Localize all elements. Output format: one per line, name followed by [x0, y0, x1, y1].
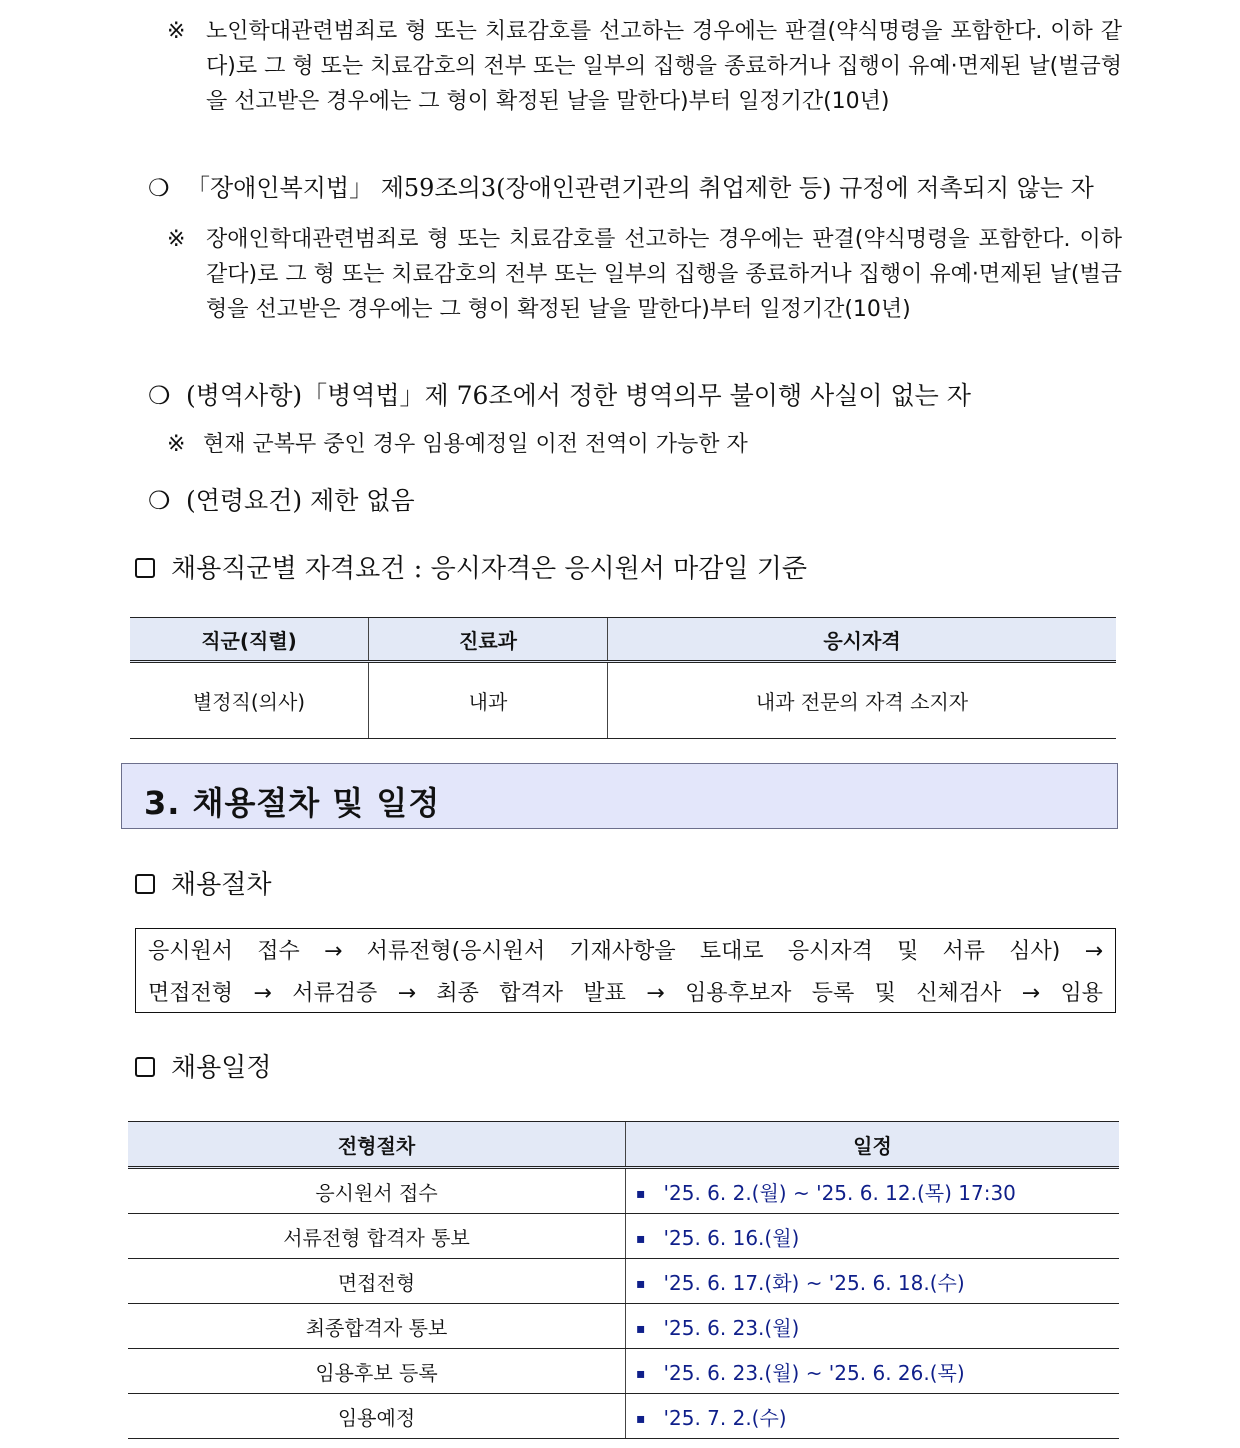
qualification-table — [130, 617, 1116, 739]
cell-date — [626, 1214, 1120, 1259]
schedule-heading — [135, 1047, 271, 1084]
note-elder-abuse — [167, 14, 1122, 119]
table-header-row — [128, 1122, 1119, 1168]
requirement-text: (연령요건) 제한 없음 — [186, 486, 415, 515]
date-text: '25. 6. 16.(월) — [663, 1225, 800, 1250]
section-title-bar — [121, 763, 1118, 829]
square-bullet-icon: ▪ — [636, 1275, 646, 1292]
note-military-service — [167, 427, 1122, 462]
cell-qualification: 내과 전문의 자격 소지자 — [608, 662, 1117, 739]
circle-bullet: ❍ — [148, 486, 171, 515]
requirement-military — [148, 376, 971, 412]
cell-date — [626, 1259, 1120, 1304]
note-text: 노인학대관련범죄로 형 또는 치료감호를 선고하는 경우에는 판결(약식명령을 포함한다. 이하 같다)로 그 형 또는 치료감호의 전부 또는 일부의 집행을 종료하거나 집행이 유예·면제된 날(벌금형을 선고받은 경우에는 그 형이 확정된 날을 말한다)부터 일정기간(10년) — [206, 19, 1122, 114]
reference-mark: ※ — [167, 432, 186, 457]
header-step: 전형절차 — [128, 1122, 626, 1168]
heading-text: 채용직군별 자격요건 : 응시자격은 응시원서 마감일 기준 — [171, 554, 808, 584]
procedure-line-1: 응시원서 접수 → 서류전형(응시원서 기재사항을 토대로 응시자격 및 서류 심사) → — [148, 939, 1103, 964]
table-row — [128, 1304, 1119, 1349]
table-row — [128, 1349, 1119, 1394]
cell-date — [626, 1304, 1120, 1349]
reference-mark: ※ — [167, 227, 186, 252]
header-department: 진료과 — [369, 618, 608, 662]
cell-step: 임용예정 — [128, 1394, 626, 1439]
heading-text: 채용절차 — [171, 870, 272, 900]
cell-job-group: 별정직(의사) — [130, 662, 369, 739]
note-text: 장애인학대관련범죄로 형 또는 치료감호를 선고하는 경우에는 판결(약식명령을 포함한다. 이하 같다)로 그 형 또는 치료감호의 전부 또는 일부의 집행을 종료하거나 집행이 유예·면제된 날(벌금형을 선고받은 경우에는 그 형이 확정된 날을 말한다)부터 일정기간(10년) — [206, 227, 1122, 322]
cell-step: 임용후보 등록 — [128, 1349, 626, 1394]
cell-step: 최종합격자 통보 — [128, 1304, 626, 1349]
table-row — [128, 1214, 1119, 1259]
requirement-disability-act — [148, 168, 1094, 203]
procedure-flow-box — [135, 928, 1116, 1013]
procedure-heading — [135, 864, 271, 901]
header-job-group: 직군(직렬) — [130, 618, 369, 662]
note-text: 현재 군복무 중인 경우 임용예정일 이전 전역이 가능한 자 — [203, 432, 748, 457]
procedure-line-2: 면접전형 → 서류검증 → 최종 합격자 발표 → 임용후보자 등록 및 신체검사 → 임용 — [148, 981, 1103, 1006]
section-title: 3. 채용절차 및 일정 — [144, 784, 441, 822]
header-date: 일정 — [626, 1122, 1120, 1168]
square-bullet-icon: ▪ — [636, 1365, 646, 1382]
cell-date — [626, 1394, 1120, 1439]
qualification-heading — [135, 548, 807, 585]
date-text: '25. 6. 17.(화) ~ '25. 6. 18.(수) — [663, 1270, 965, 1295]
table-row — [128, 1259, 1119, 1304]
checkbox-square-icon — [135, 558, 155, 578]
requirement-text: (병역사항)「병역법」제 76조에서 정한 병역의무 불이행 사실이 없는 자 — [186, 381, 971, 410]
square-bullet-icon: ▪ — [636, 1320, 646, 1337]
header-qualification: 응시자격 — [608, 618, 1117, 662]
table-header-row — [130, 618, 1116, 662]
cell-date — [626, 1168, 1120, 1214]
cell-department: 내과 — [369, 662, 608, 739]
checkbox-square-icon — [135, 874, 155, 894]
cell-step: 응시원서 접수 — [128, 1168, 626, 1214]
cell-date — [626, 1349, 1120, 1394]
square-bullet-icon: ▪ — [636, 1185, 646, 1202]
circle-bullet: ❍ — [148, 381, 171, 410]
note-disability-abuse — [167, 222, 1122, 327]
schedule-table — [128, 1121, 1119, 1439]
table-row — [128, 1168, 1119, 1214]
checkbox-square-icon — [135, 1057, 155, 1077]
requirement-text: 「장애인복지법」 제59조의3(장애인관련기관의 취업제한 등) 규정에 저촉되지 않는 자 — [186, 174, 1094, 202]
cell-step: 서류전형 합격자 통보 — [128, 1214, 626, 1259]
date-text: '25. 6. 23.(월) ~ '25. 6. 26.(목) — [663, 1360, 965, 1385]
square-bullet-icon: ▪ — [636, 1230, 646, 1247]
table-row — [130, 662, 1116, 739]
heading-text: 채용일정 — [171, 1053, 272, 1083]
table-row — [128, 1394, 1119, 1439]
cell-step: 면접전형 — [128, 1259, 626, 1304]
reference-mark: ※ — [167, 19, 186, 44]
circle-bullet: ❍ — [148, 174, 170, 202]
requirement-age — [148, 481, 415, 517]
date-text: '25. 7. 2.(수) — [663, 1405, 787, 1430]
square-bullet-icon: ▪ — [636, 1410, 646, 1427]
date-text: '25. 6. 23.(월) — [663, 1315, 800, 1340]
date-text: '25. 6. 2.(월) ~ '25. 6. 12.(목) 17:30 — [663, 1180, 1016, 1205]
